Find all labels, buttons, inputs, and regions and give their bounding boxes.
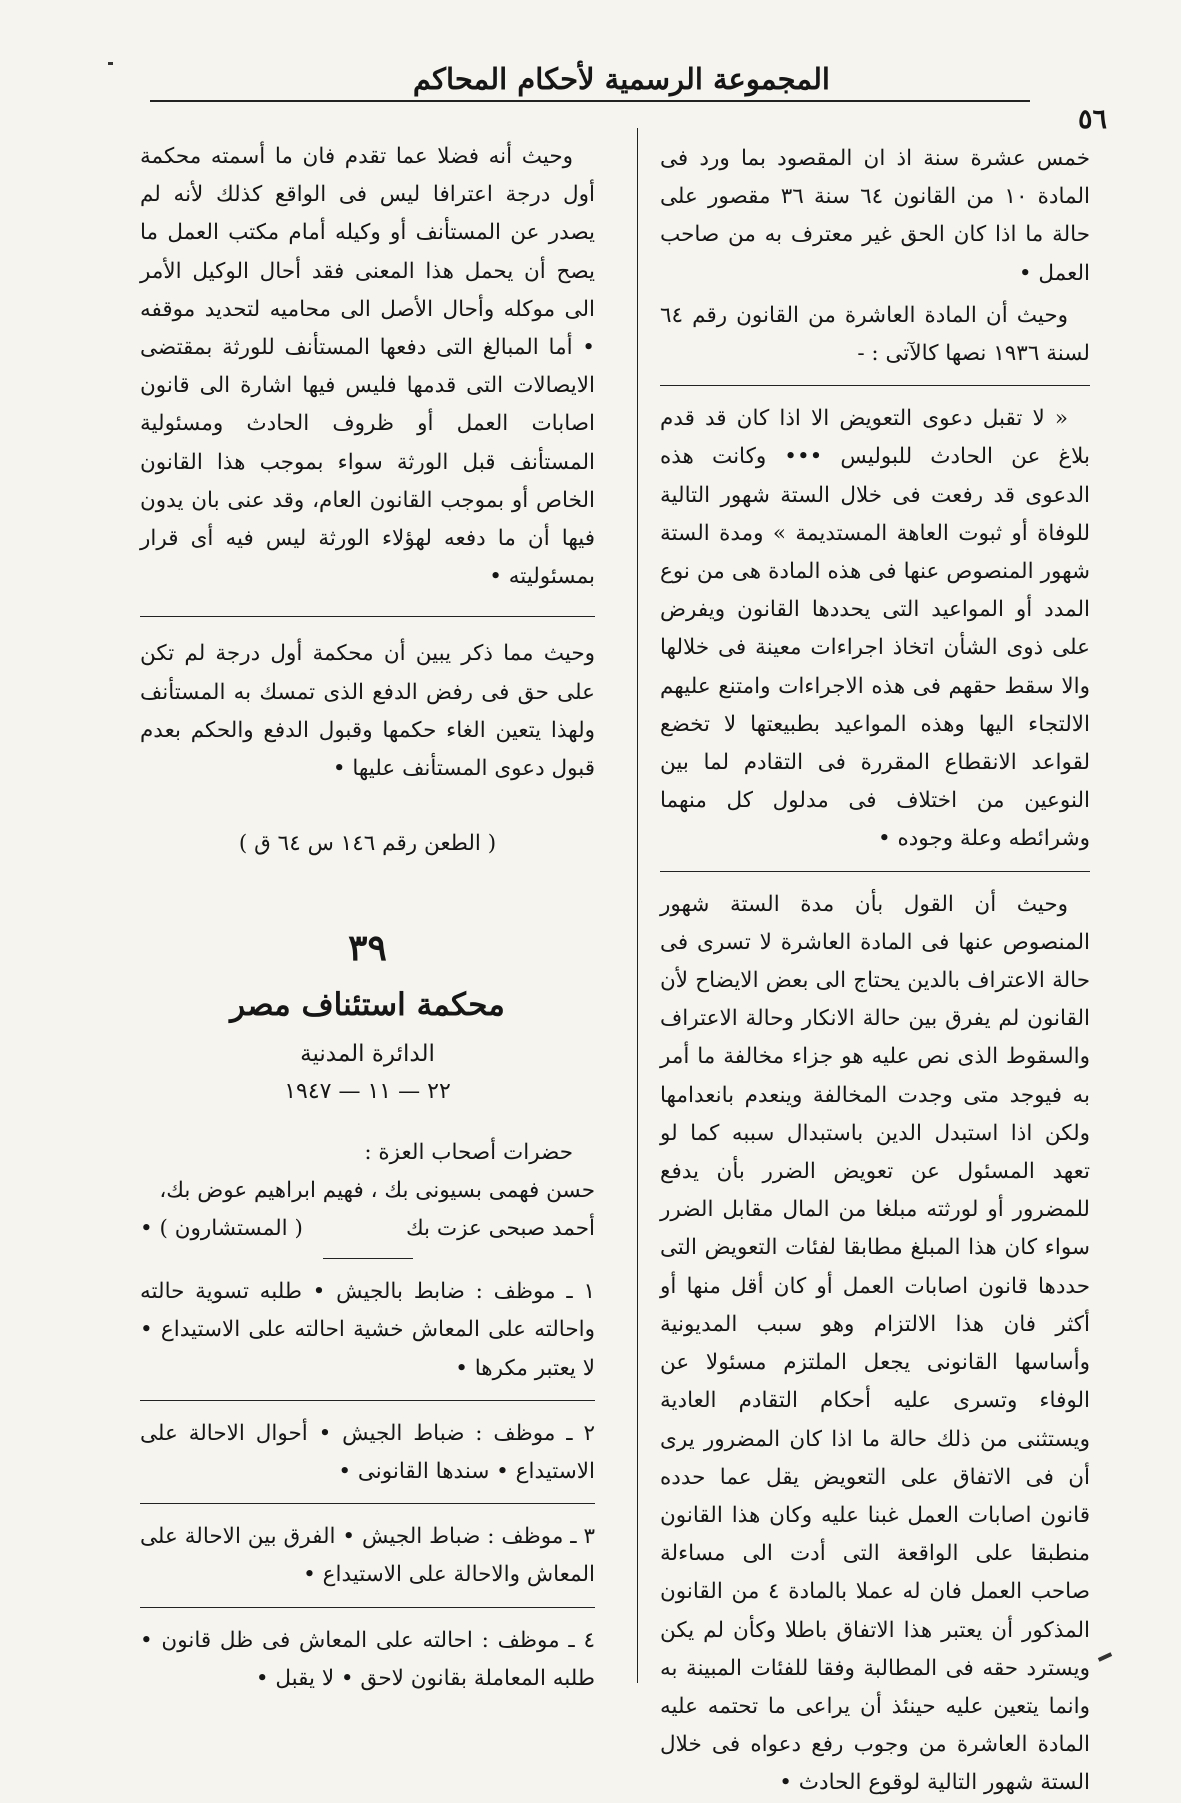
running-title: المجموعة الرسمية لأحكام المحاكم — [412, 62, 830, 96]
section-rule — [140, 616, 595, 617]
paragraph-gap — [140, 1110, 595, 1134]
paragraph-gap — [140, 788, 595, 802]
paragraph: وحيث أن المادة العاشرة من القانون رقم ٦٤ لسنة ١٩٣٦ نصها كالآتى : - — [660, 302, 1090, 367]
print-speck — [108, 62, 113, 65]
right-column — [660, 140, 1090, 1803]
headnote: ١ ـ موظف : ضابط بالجيش • طلبه تسوية حالته واحالته على المعاش خشية احالته على الاستيداع • لا يعتبر مكرها • — [140, 1279, 595, 1381]
paragraph: وحيث أنه فضلا عما تقدم فان ما أسمته محكمة أول درجة اعترافا ليس فى الواقع كذلك لأنه لم يصدر عن المستأنف أو وكيله أمام مكتب العمل ما يصح أن يحمل هذا المعنى فقد أحال الوكيل الأمر الى موكله وأحال الأصل الى محاميه لتحديد موقفه • أما المبالغ التى دفعها المستأنف للورثة بمقتضى الايصالات التى قدمها فليس فيها اشارة الى قانون اصابات العمل أو ظروف الحادث ومسئولية المستأنف قبل الورثة سواء بموجب هذا القانون الخاص أو بموجب القانون العام، وقد عنى بان يدون فيها أن ما دفعه لهؤلاء الورثة ليس فيه أى قرار بمسئوليته • — [140, 144, 595, 590]
header-rule — [150, 100, 1030, 102]
paragraph: وحيث مما ذكر يبين أن محكمة أول درجة لم تكن على حق فى رفض الدفع الذى تمسك به المستأنف ولهذا يتعين الغاء حكمها وقبول الدفع والحكم بعدم قبول دعوى المستأنف عليها • — [140, 641, 595, 782]
judges-role: ( المستشارون ) • — [140, 1216, 303, 1242]
left-column — [140, 138, 595, 1698]
case-number: ٣٩ — [348, 926, 387, 969]
section-rule — [660, 871, 1090, 872]
headnote: ٢ ـ موظف : ضباط الجيش • أحوال الاحالة على الاستيداع • سندها القانونى • — [140, 1420, 595, 1484]
court-circuit: الدائرة المدنية — [300, 1040, 435, 1067]
section-rule — [140, 1400, 595, 1401]
bench-intro: حضرات أصحاب العزة : — [364, 1139, 573, 1165]
case-citation: ( الطعن رقم ١٤٦ س ٦٤ ق ) — [238, 830, 497, 856]
headnote: ٣ ـ موظف : ضباط الجيش • الفرق بين الاحالة على المعاش والاحالة على الاستيداع • — [140, 1524, 595, 1588]
headnote: ٤ ـ موظف : احالته على المعاش فى ظل قانون • طلبه المعاملة بقانون لاحق • لا يقبل • — [140, 1627, 595, 1691]
judges-line — [140, 1210, 595, 1248]
print-speck — [1098, 1652, 1112, 1662]
judge-name: أحمد صبحى عزت بك — [405, 1216, 595, 1242]
section-rule — [140, 1503, 595, 1504]
page-number: ٥٦ — [1077, 104, 1107, 135]
paragraph: وحيث أن القول بأن مدة الستة شهور المنصوص عنها فى المادة العاشرة لا تسرى فى حالة الاعتراف بالدين يحتاج الى بعض الايضاح لأن القانون لم يفرق بين حالة الانكار وحالة الاعتراف والسقوط الذى نص عليه هو جزاء مخالفة ما أمر به فيوجد متى وجدت المخالفة وينعدم بانعدامها ولكن اذا استبدل الدين باستبدال سببه كما لو تعهد المسئول عن تعويض الضرر بأن يدفع للمضرور أو لورثته مبلغا من المال مقابل الضرر سواء كان هذا المبلغ مطابقا لفئات التعويض التى حددها قانون اصابات العمل أو كان أقل منها أو أكثر فان هذا الالتزام وهو سبب المديونية وأساسها القانونى يجعل الملتزم مسئولا عن الوفاء وتسرى عليه أحكام التقادم العادية ويستثنى من ذلك حالة ما اذا كان المضرور يرى أن فى الاتفاق على التعويض يقل عما حدده قانون اصابات العمل غبنا عليه وكان هذا القانون منطبقا على الواقعة التى أدت الى مساءلة صاحب العمل فان له عملا بالمادة ٤ من القانون المذكور أن يعتبر هذا الاتفاق باطلا وكأن لم يكن ويسترد حقه فى المطالبة وفقا للفئات المبينة به وانما يتعين عليه حينئذ أن يراعى ما تحتمه عليه المادة العاشرة من وجوب رفع دعواه فى خلال الستة شهور التالية لوقوع الحادث • — [660, 891, 1090, 1796]
short-rule — [323, 1258, 413, 1259]
judgment-date: ٢٢ — ١١ — ١٩٤٧ — [284, 1078, 451, 1104]
paragraph: خمس عشرة سنة اذ ان المقصود بما ورد فى المادة ١٠ من القانون ٦٤ سنة ٣٦ مقصور على حالة ما اذا كان الحق غير معترف به من صاحب العمل • — [660, 146, 1090, 286]
section-rule — [660, 385, 1090, 386]
quoted-law-paragraph: « لا تقبل دعوى التعويض الا اذا كان قد قدم بلاغ عن الحادث للبوليس ••• وكانت هذه الدعوى قد رفعت فى خلال الستة شهور التالية للوفاة أو ثبوت العاهة المستديمة » ومدة الستة شهور المنصوص عنها فى هذه المادة هى من نوع المدد أو المواعيد التى يحددها القانون ويفرض على ذوى الشأن اتخاذ اجراءات معينة فى خلالها والا سقط حقهم فى هذه الاجراءات وامتنع عليهم الالتجاء اليها وهذه المواعيد بطبيعتها لا تخضع لقواعد الانقطاع المقررة فى التقادم لما بين النوعين من اختلاف فى مدلول كل منهما وشرائطه وعلة وجوده • — [660, 406, 1090, 852]
judges-line: حسن فهمى بسيونى بك ، فهيم ابراهيم عوض بك، — [159, 1177, 595, 1203]
section-rule — [140, 1607, 595, 1608]
court-name: محكمة استئناف مصر — [230, 986, 505, 1023]
column-divider — [637, 128, 638, 1683]
